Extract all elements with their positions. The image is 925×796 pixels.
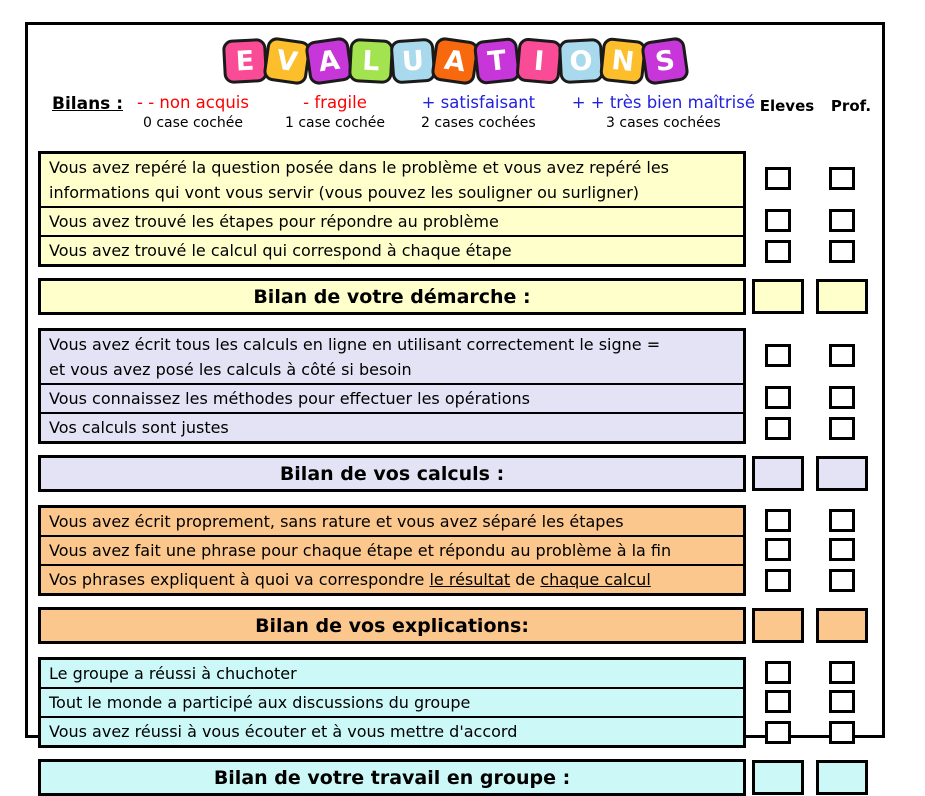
- bilan-row-explications: [38, 607, 874, 644]
- evaluation-sheet: [25, 22, 885, 789]
- statement-text: Vous avez fait une phrase pour chaque étape et répondu au problème à la fin: [49, 541, 672, 560]
- page-title: [28, 37, 882, 85]
- checkbox-eleves[interactable]: [765, 167, 791, 190]
- title-letter-tile: I: [515, 37, 563, 85]
- checkbox-eleves[interactable]: [765, 209, 791, 232]
- statement-row: [38, 151, 746, 206]
- checkbox-eleves[interactable]: [765, 661, 791, 684]
- title-letter-tile: A: [304, 36, 354, 86]
- bilan-label: [38, 278, 746, 315]
- statement-text: informations qui vont vous servir (vous pouvez les souligner ou surligner): [49, 183, 640, 202]
- checkbox-eleves[interactable]: [765, 240, 791, 263]
- statement-row: [38, 328, 746, 383]
- statement-row: [38, 716, 746, 748]
- checkbox-prof[interactable]: [829, 240, 855, 263]
- checkbox-eleves[interactable]: [765, 569, 791, 592]
- statement-text: et vous avez posé les calculs à côté si besoin: [49, 360, 412, 379]
- title-letter-tile: L: [348, 38, 394, 84]
- bilan-label: [38, 455, 746, 492]
- checkbox-eleves[interactable]: [765, 417, 791, 440]
- bilan-box-prof[interactable]: [816, 760, 868, 795]
- checkbox-eleves[interactable]: [765, 538, 791, 561]
- legend-main-text: + + très bien maîtrisé: [571, 93, 755, 112]
- legend-sub-text: 1 case cochée: [284, 115, 386, 131]
- statement-text: Vous avez trouvé le calcul qui correspond à chaque étape: [49, 241, 512, 260]
- checkbox-eleves[interactable]: [765, 386, 791, 409]
- statement-row: [38, 412, 746, 444]
- statement-text: Vous avez réussi à vous écouter et à vous mettre d'accord: [49, 722, 518, 741]
- statement-text: Vous avez écrit proprement, sans rature et vous avez séparé les étapes: [49, 512, 624, 531]
- checkbox-prof[interactable]: [829, 167, 855, 190]
- bilan-text: Bilan de vos calculs :: [279, 462, 505, 485]
- statement-text: Vous connaissez les méthodes pour effectuer les opérations: [49, 389, 530, 408]
- bilan-box-eleves[interactable]: [752, 279, 804, 314]
- checkbox-eleves[interactable]: [765, 721, 791, 744]
- bilan-box-prof[interactable]: [816, 456, 868, 491]
- statement-row: [38, 206, 746, 235]
- checkbox-eleves[interactable]: [765, 690, 791, 713]
- legend-item-fragile: [285, 93, 385, 131]
- bilan-box-prof[interactable]: [816, 279, 868, 314]
- statement-text: Vous avez trouvé les étapes pour répondre au problème: [49, 212, 499, 231]
- checkbox-prof[interactable]: [829, 509, 855, 532]
- section-explications: [38, 505, 874, 596]
- title-letter-tile: E: [222, 38, 268, 84]
- bilan-box-prof[interactable]: [816, 608, 868, 643]
- legend-row: [38, 93, 874, 141]
- bilan-row-groupe: [38, 759, 874, 796]
- statement-row: [38, 564, 746, 596]
- statement-row: [38, 657, 746, 687]
- section-calculs: [38, 328, 874, 444]
- checkbox-prof[interactable]: [829, 690, 855, 713]
- bilan-row-demarche: [38, 278, 874, 315]
- title-letter-tile: T: [473, 37, 521, 85]
- checkbox-prof[interactable]: [829, 569, 855, 592]
- title-letter-tile: O: [558, 38, 604, 84]
- legend-sub-text: 2 cases cochées: [421, 115, 536, 131]
- statement-text: Vos calculs sont justes: [49, 418, 229, 437]
- statement-text: Vous avez repéré la question posée dans le problème et vous avez repéré les: [49, 158, 669, 177]
- bilan-label: [38, 759, 746, 796]
- legend-main-text: - fragile: [303, 93, 367, 112]
- legend-item-satisfaisant: [421, 93, 536, 131]
- checkbox-prof[interactable]: [829, 538, 855, 561]
- legend-title: Bilans :: [52, 94, 124, 114]
- title-letter-tile: S: [640, 36, 690, 86]
- statement-text: Tout le monde a participé aux discussions du groupe: [49, 693, 471, 712]
- bilan-text: Bilan de votre démarche :: [253, 285, 531, 308]
- section-groupe: [38, 657, 874, 748]
- statement-row: [38, 535, 746, 564]
- bilan-box-eleves[interactable]: [752, 608, 804, 643]
- title-letter-tile: A: [430, 36, 480, 86]
- legend-item-tres-bien: [572, 93, 755, 131]
- statement-row: [38, 505, 746, 535]
- bilan-text: Bilan de votre travail en groupe :: [213, 766, 571, 789]
- checkbox-prof[interactable]: [829, 344, 855, 367]
- legend-main-text: - - non acquis: [137, 93, 249, 112]
- checkbox-eleves[interactable]: [765, 509, 791, 532]
- statement-row: [38, 383, 746, 412]
- column-header-prof: Prof.: [830, 97, 872, 115]
- statement-text: Vos phrases expliquent à quoi va correspondre le résultat de chaque calcul: [49, 570, 651, 589]
- statement-row: [38, 687, 746, 716]
- checkbox-prof[interactable]: [829, 417, 855, 440]
- checkbox-eleves[interactable]: [765, 344, 791, 367]
- legend-sub-text: 3 cases cochées: [606, 115, 721, 131]
- checkbox-prof[interactable]: [829, 209, 855, 232]
- column-header-eleves: Eleves: [759, 97, 815, 115]
- legend-item-non-acquis: [137, 93, 249, 131]
- statement-text: Vous avez écrit tous les calculs en ligne en utilisant correctement le signe =: [49, 335, 661, 354]
- checkbox-prof[interactable]: [829, 661, 855, 684]
- title-letter-tile: U: [390, 38, 437, 85]
- bilan-box-eleves[interactable]: [752, 760, 804, 795]
- bilan-label: [38, 607, 746, 644]
- title-letter-tile: N: [599, 37, 647, 85]
- bilan-text: Bilan de vos explications:: [255, 614, 529, 637]
- checkbox-prof[interactable]: [829, 721, 855, 744]
- bilan-box-eleves[interactable]: [752, 456, 804, 491]
- title-letter-tile: V: [262, 36, 312, 86]
- statement-text: Le groupe a réussi à chuchoter: [49, 664, 297, 683]
- section-demarche: [38, 151, 874, 267]
- bilan-row-calculs: [38, 455, 874, 492]
- statement-row: [38, 235, 746, 267]
- checkbox-prof[interactable]: [829, 386, 855, 409]
- legend-main-text: + satisfaisant: [421, 93, 536, 112]
- legend-sub-text: 0 case cochée: [142, 115, 244, 131]
